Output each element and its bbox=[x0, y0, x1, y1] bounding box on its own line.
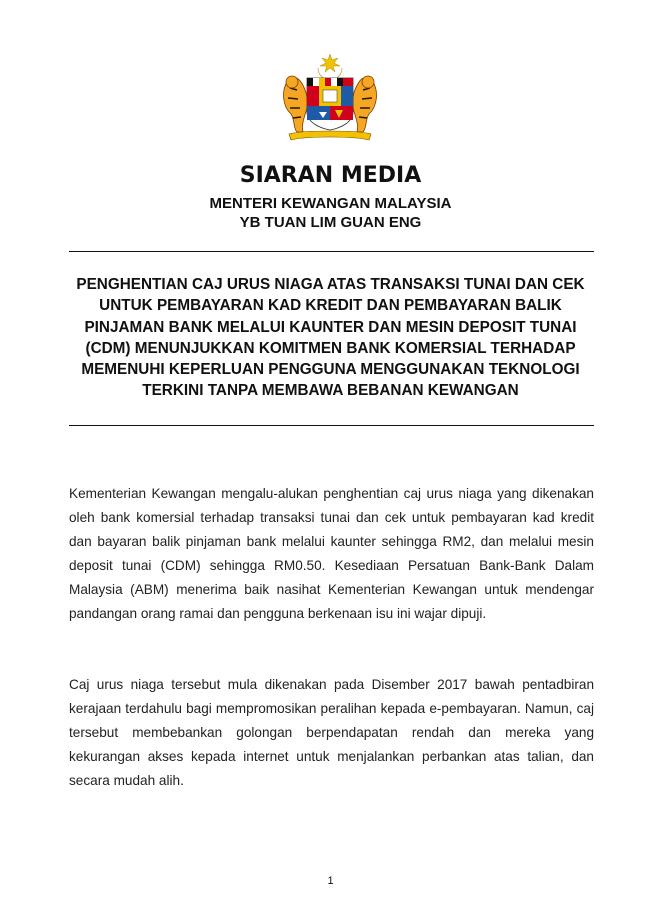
ministry-name: MENTERI KEWANGAN MALAYSIA bbox=[209, 195, 452, 212]
press-release-headline: PENGHENTIAN CAJ URUS NIAGA ATAS TRANSAKSI TUNAI DAN CEK UNTUK PEMBAYARAN KAD KREDIT DAN PEMBAYARAN BALIK PINJAMAN BANK MELALUI KAUNTER DAN MESIN DEPOSIT TUNAI (CDM) MENUNJUKKAN KOMITMEN BANK KOMERSIAL TERHADAP MEMENUHI KEPERLUAN PENGGUNA MENGGUNAKAN TEKNOLOGI TERKINI TANPA MEMBAWA BEBANAN KEWANGAN bbox=[76, 276, 585, 400]
document-title: SIARAN MEDIA bbox=[239, 163, 422, 188]
divider-bottom bbox=[69, 425, 594, 426]
divider-top bbox=[69, 251, 594, 252]
coat-of-arms-icon bbox=[273, 52, 387, 142]
body-paragraph: Caj urus niaga tersebut mula dikenakan pada Disember 2017 bawah pentadbiran kerajaan terdahulu bagi mempromosikan peralihan kepada e-pembayaran. Namun, caj tersebut membebankan golongan berpendapatan rendah dan mereka yang kekurangan akses kepada internet untuk menjalankan perbankan atas talian, dan secara mudah alih. bbox=[69, 677, 594, 789]
body-paragraph: Kementerian Kewangan mengalu-alukan penghentian caj urus niaga yang dikenakan oleh bank komersial terhadap transaksi tunai dan cek untuk pembayaran kad kredit dan bayaran balik pinjaman bank melalui kaunter sehingga RM2, dan melalui mesin deposit tunai (CDM) sehingga RM0.50. Kesediaan Persatuan Bank-Bank Dalam Malaysia (ABM) menerima baik nasihat Kementerian Kewangan untuk mendengar pandangan orang ramai dan pengguna berkenaan isu ini wajar dipuji. bbox=[69, 486, 594, 622]
page-number: 1 bbox=[327, 875, 334, 887]
minister-name: YB TUAN LIM GUAN ENG bbox=[239, 214, 422, 231]
